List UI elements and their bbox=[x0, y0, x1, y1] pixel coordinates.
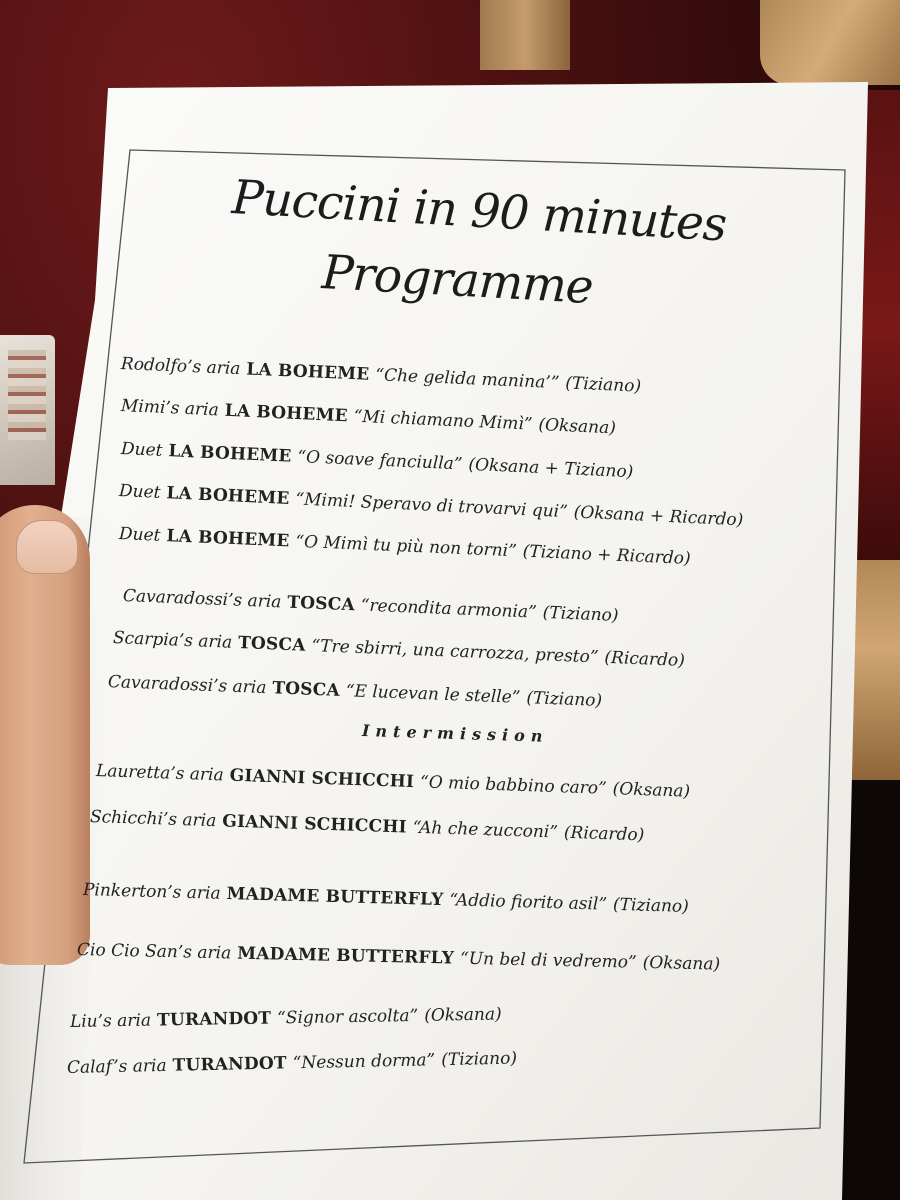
item-role: Calaf’s aria bbox=[66, 1055, 167, 1078]
item-cast: (Tiziano) bbox=[526, 688, 603, 711]
programme-subtitle: Programme bbox=[320, 245, 595, 316]
item-role: Scarpia’s aria bbox=[112, 628, 233, 653]
item-role: Pinkerton’s aria bbox=[82, 880, 221, 904]
item-piece: “Signor ascolta” bbox=[276, 1005, 419, 1029]
item-opera: LA BOHEME bbox=[166, 526, 290, 552]
item-piece: “Che gelida manina’” bbox=[374, 365, 560, 394]
item-role: Rodolfo’s aria bbox=[120, 354, 241, 380]
item-role: Cavaradossi’s aria bbox=[107, 672, 267, 699]
item-opera: TURANDOT bbox=[156, 1008, 272, 1031]
item-cast: (Tiziano + Ricardo) bbox=[522, 541, 691, 569]
item-opera: LA BOHEME bbox=[167, 441, 292, 467]
item-opera: GIANNI SCHICCHI bbox=[229, 765, 415, 793]
item-opera: MADAME BUTTERFLY bbox=[226, 884, 444, 911]
item-role: Mimi’s aria bbox=[120, 396, 220, 421]
intermission-heading: Intermission bbox=[361, 721, 549, 746]
item-role: Lauretta’s aria bbox=[95, 761, 225, 786]
item-role: Cio Cio San’s aria bbox=[76, 940, 232, 964]
item-piece: “Ah che zucconi” bbox=[412, 817, 559, 843]
item-role: Cavaradossi’s aria bbox=[122, 586, 282, 613]
item-role: Duet bbox=[118, 524, 161, 546]
item-opera: MADAME BUTTERFLY bbox=[236, 943, 455, 969]
item-cast: (Oksana) bbox=[642, 952, 721, 975]
hand-holding-sheet bbox=[0, 505, 90, 965]
item-cast: (Oksana) bbox=[612, 779, 691, 802]
thumbnail bbox=[16, 520, 78, 574]
item-opera: LA BOHEME bbox=[165, 483, 290, 510]
item-opera: GIANNI SCHICCHI bbox=[221, 811, 408, 838]
item-piece: “Un bel di vedremo” bbox=[459, 948, 637, 973]
item-cast: (Ricardo) bbox=[604, 647, 686, 671]
item-role: Duet bbox=[120, 439, 163, 461]
item-cast: (Oksana + Tiziano) bbox=[468, 454, 634, 483]
item-opera: TOSCA bbox=[286, 592, 356, 616]
item-cast: (Tiziano) bbox=[612, 894, 690, 917]
item-role: Duet bbox=[118, 481, 161, 503]
item-opera: TURANDOT bbox=[172, 1053, 287, 1076]
item-piece: “O Mimì tu più non torni” bbox=[295, 531, 518, 562]
item-role: Liu’s aria bbox=[69, 1010, 152, 1032]
item-cast: (Tiziano) bbox=[542, 602, 619, 626]
item-piece: “O soave fanciulla” bbox=[297, 447, 463, 475]
item-piece: “Mimi! Speravo di trovarvi qui” bbox=[294, 489, 569, 523]
item-cast: (Tiziano) bbox=[564, 373, 642, 397]
item-piece: “O mio babbino caro” bbox=[419, 772, 608, 799]
item-cast: (Ricardo) bbox=[563, 822, 645, 846]
item-piece: “recondita armonia” bbox=[360, 595, 538, 623]
item-piece: “E lucevan le stelle” bbox=[345, 681, 521, 708]
item-cast: (Oksana + Ricardo) bbox=[573, 502, 744, 531]
item-piece: “Mi chiamano Mimì” bbox=[353, 406, 533, 435]
item-cast: (Oksana) bbox=[424, 1004, 502, 1026]
programme-title: Puccini in 90 minutes bbox=[230, 170, 728, 253]
item-piece: “Nessun dorma” bbox=[292, 1050, 436, 1074]
item-opera: TOSCA bbox=[237, 633, 306, 656]
item-role: Schicchi’s aria bbox=[89, 807, 217, 832]
item-opera: LA BOHEME bbox=[224, 400, 349, 427]
item-cast: (Tiziano) bbox=[441, 1048, 518, 1071]
item-piece: “Tre sbirri, una carrozza, presto” bbox=[311, 635, 599, 668]
item-piece: “Addio fiorito asil” bbox=[449, 890, 608, 915]
item-opera: TOSCA bbox=[272, 678, 341, 701]
item-cast: (Oksana) bbox=[537, 414, 617, 439]
item-opera: LA BOHEME bbox=[245, 359, 370, 385]
